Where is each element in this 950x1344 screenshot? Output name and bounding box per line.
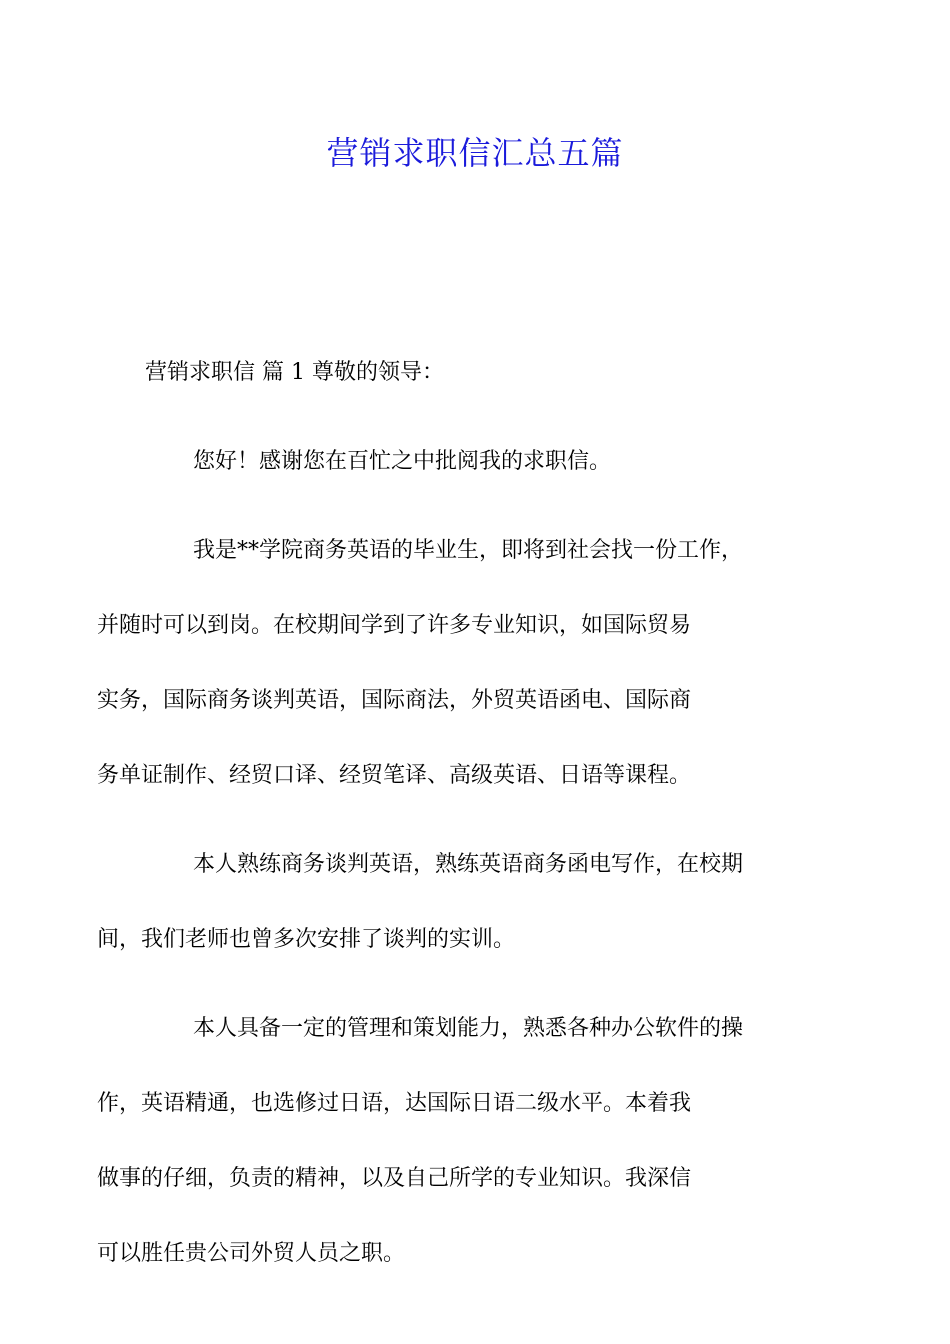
text-line: 您好！感谢您在百忙之中批阅我的求职信。: [193, 449, 612, 474]
paragraph-abilities: [97, 991, 805, 1291]
document-title: 营销求职信汇总五篇: [326, 134, 624, 172]
text-line: 间，我们老师也曾多次安排了谈判的实训。: [97, 927, 516, 952]
text-line: 务单证制作、经贸口译、经贸笔译、高级英语、日语等课程。: [97, 763, 692, 788]
paragraph-education: [97, 513, 805, 813]
text-line: 可以胜任贵公司外贸人员之职。: [97, 1241, 406, 1266]
text-line: 我是**学院商务英语的毕业生，即将到社会找一份工作，: [193, 538, 744, 563]
paragraph-opening: [145, 424, 805, 499]
text-line: 并随时可以到岗。在校期间学到了许多专业知识，如国际贸易: [97, 613, 692, 638]
text-line: 做事的仔细，负责的精神，以及自己所学的专业知识。我深信: [97, 1166, 692, 1191]
text-line: 本人具备一定的管理和策划能力，熟悉各种办公软件的操: [193, 1016, 744, 1041]
text-line: 作，英语精通，也选修过日语，达国际日语二级水平。本着我: [97, 1091, 692, 1116]
text-line: 本人熟练商务谈判英语，熟练英语商务函电写作，在校期: [193, 852, 744, 877]
document-body: [97, 335, 805, 1313]
paragraph-skills: [97, 827, 805, 977]
paragraph-greeting: [145, 335, 805, 410]
text-line: 实务，国际商务谈判英语，国际商法，外贸英语函电、国际商: [97, 688, 692, 713]
text-line: 营销求职信 篇 1 尊敬的领导：: [145, 360, 444, 385]
